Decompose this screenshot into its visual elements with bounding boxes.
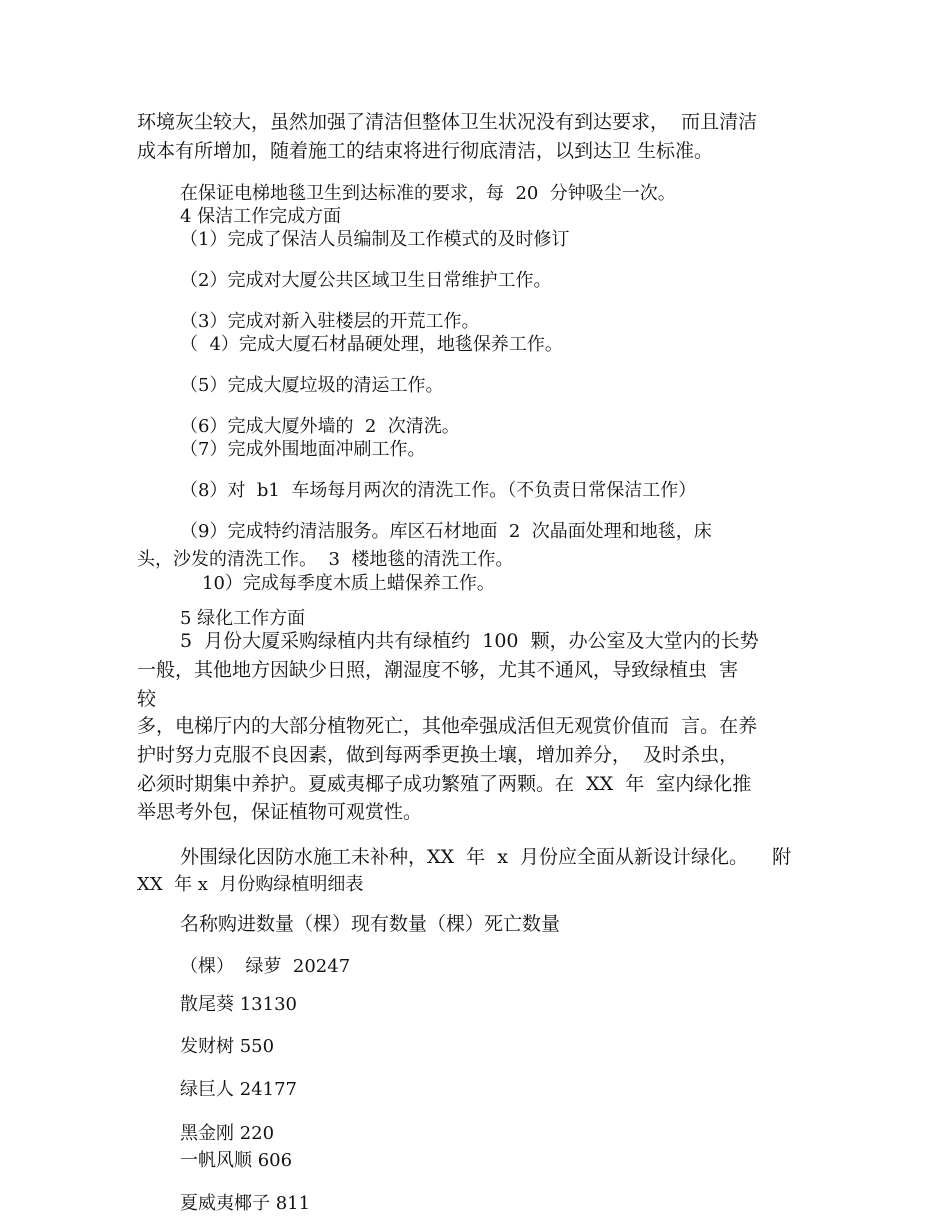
section5-paragraph-line-5: 护时努力克服不良因素，做到每两季更换土壤，增加养分， 及时杀虫， xyxy=(137,744,739,766)
section5-paragraph-line-3: 较 xyxy=(137,688,157,710)
plant-table-header: 名称购进数量（棵）现有数量（棵）死亡数量 xyxy=(180,913,561,935)
paragraph-dust-line-1: 环境灰尘较大，虽然加强了清洁但整体卫生状况没有到达要求， 而且清洁 xyxy=(137,111,758,133)
plant-table-row: 发财树 550 xyxy=(180,1036,275,1057)
section5-paragraph-line-1: 5 月份大厦采购绿植内共有绿植约 100 颗，办公室及大堂内的长势 xyxy=(180,630,759,652)
outer-greening-line-2: XX 年 x 月份购绿植明细表 xyxy=(137,874,364,895)
section4-item-7: （7）完成外围地面冲刷工作。 xyxy=(180,439,426,460)
section4-item-1: （1）完成了保洁人员编制及工作模式的及时修订 xyxy=(180,229,570,250)
plant-table-row: 散尾葵 13130 xyxy=(180,994,297,1015)
section4-item-2: （2）完成对大厦公共区域卫生日常维护工作。 xyxy=(180,270,552,291)
plant-table-row: （棵） 绿萝 20247 xyxy=(180,956,351,977)
section5-paragraph-line-7: 举思考外包，保证植物可观赏性。 xyxy=(137,801,423,823)
plant-table-row: 夏威夷椰子 811 xyxy=(180,1193,311,1214)
section5-heading: 5 绿化工作方面 xyxy=(180,608,306,629)
section4-item-9-line-2: 头，沙发的清洗工作。 3 楼地毯的清洗工作。 xyxy=(137,549,514,570)
plant-table-row: 绿巨人 24177 xyxy=(180,1079,297,1100)
elevator-carpet-line: 在保证电梯地毯卫生到达标准的要求，每 20 分钟吸尘一次。 xyxy=(180,183,676,204)
plant-table-row: 一帆风顺 606 xyxy=(180,1150,293,1171)
section4-item-6: （6）完成大厦外墙的 2 次清洗。 xyxy=(180,416,460,437)
section4-item-5: （5）完成大厦垃圾的清运工作。 xyxy=(180,375,444,396)
section4-item-9-line-1: （9）完成特约清洁服务。库区石材地面 2 次晶面处理和地毯，床 xyxy=(180,521,712,542)
section4-heading: 4 保洁工作完成方面 xyxy=(180,206,342,227)
section4-item-3: （3）完成对新入驻楼层的开荒工作。 xyxy=(180,311,480,332)
section5-paragraph-line-2: 一般，其他地方因缺少日照，潮湿度不够，尤其不通风，导致绿植虫 害 xyxy=(137,659,739,681)
section5-paragraph-line-6: 必须时期集中养护。夏威夷椰子成功繁殖了两颗。在 XX 年 室内绿化推 xyxy=(137,773,752,795)
section4-item-8: （8）对 b1 车场每月两次的清洗工作。（不负责日常保洁工作） xyxy=(180,480,697,501)
outer-greening-line-1: 外围绿化因防水施工未补种，XX 年 x 月份应全面从新设计绿化。 附 xyxy=(180,846,792,868)
section4-item-10: 10）完成每季度木质上蜡保养工作。 xyxy=(202,573,495,594)
section4-item-4: （ 4）完成大厦石材晶硬处理，地毯保养工作。 xyxy=(180,334,563,355)
paragraph-dust-line-2: 成本有所增加，随着施工的结束将进行彻底清洁，以到达卫 生标准。 xyxy=(137,140,714,162)
section5-paragraph-line-4: 多，电梯厅内的大部分植物死亡，其他牵强成活但无观赏价值而 言。在养 xyxy=(137,715,758,737)
plant-table-row: 黑金刚 220 xyxy=(180,1123,275,1144)
